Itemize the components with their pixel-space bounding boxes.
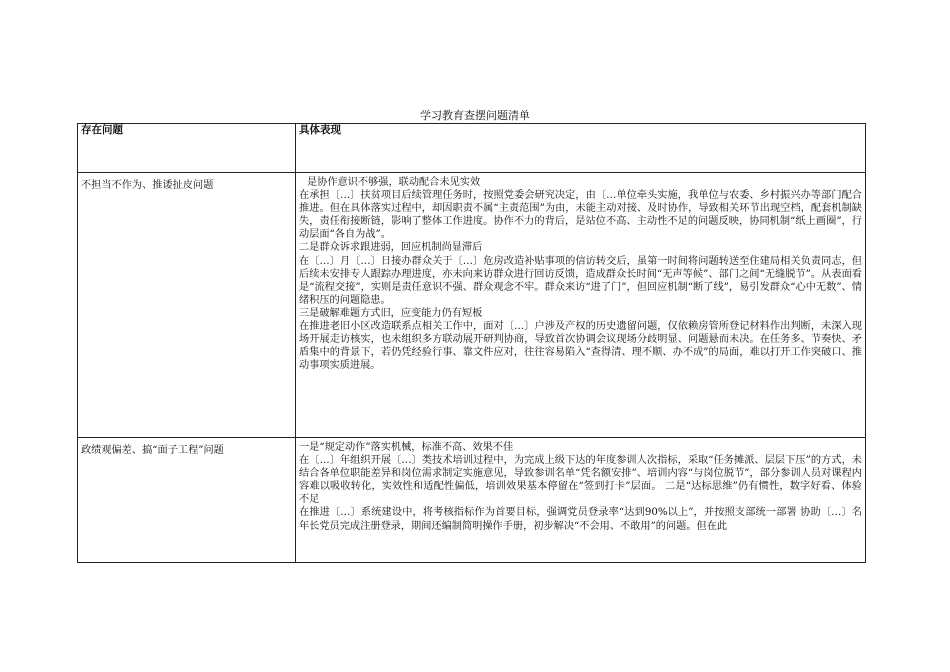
issue-category: 政绩观偏差、搞“面子工程”问题 bbox=[78, 438, 296, 563]
table-row bbox=[78, 438, 866, 563]
issues-table bbox=[77, 123, 866, 563]
issue-detail bbox=[296, 173, 866, 438]
point-heading: 一是“规定动作”落实机械，标准不高、效果不佳 bbox=[299, 442, 514, 453]
issue-category: 不担当不作为、推诿扯皮问题 bbox=[78, 173, 296, 438]
issue-detail bbox=[296, 438, 866, 563]
document-title: 学习教育查摆问题清单 bbox=[420, 109, 530, 122]
point-text: 在〔…〕年组织开展〔…〕类技术培训过程中，为完成上级下达的年度参训人次指标，采取“任务摊派、层层下压”的方式，未结合各单位职能差异和岗位需求制定实施意见，导致参训名单“凭名额安排”、培训内容“与岗位脱节”，部分参训人员对课程内容难以吸收转化，实效性和适配性偏低，培训效果基本停留在“签到打卡”层面。 二是“达标思维”仍有惯性，数字好看、体验不足 bbox=[299, 455, 862, 506]
table-row bbox=[78, 173, 866, 438]
table-header-row bbox=[78, 124, 866, 173]
point-text: 在推进〔…〕系统建设中，将考核指标作为首要目标，强调党员登录率“达到90%以上”，并按照支部统一部署 协助〔…〕名年长党员完成注册登录，期间还编制简明操作手册，初步解决“不会用、不敢用”的问题。但在此 bbox=[299, 507, 862, 532]
point-text: 在承担〔…〕扶贫项目后续管理任务时，按照党委会研究决定，由〔…单位牵头实施，我单位与农委、乡村振兴办等部门配合推进。但在具体落实过程中，却因职责不属“主责范围”为由，未能主动对接、及时协作，导致相关环节出现空档，配套机制缺失，责任衔接断链，影响了整体工作进度。协作不力的背后，是站位不高、主动性不足的问题反映，协同机制“纸上画圈”，行动层面“各自为战”。 bbox=[299, 190, 862, 241]
point-heading: 二是群众诉求跟进弱，回应机制尚显滞后 bbox=[299, 242, 483, 254]
header-detail: 具体表现 bbox=[296, 124, 866, 173]
header-issue: 存在问题 bbox=[78, 124, 296, 173]
point-heading: 三是破解难题方式旧，应变能力仍有短板 bbox=[299, 307, 483, 319]
point-heading: 是协作意识不够强，联动配合未见实效 bbox=[307, 177, 481, 188]
point-text: 在〔…〕月〔…〕日接办群众关于〔…〕危房改造补贴事项的信访转交后，虽第一时间将问题转送至住建局相关负责同志，但后续未安排专人跟踪办理进度，亦未向来访群众进行回访反馈，造成群众长时间“无声等候”、部门之间“无缝脱节”。从表面看是“流程交接”，实则是责任意识不强、群众观念不牢。群众来访“进了门”，但回应机制“断了线”，易引发群众“心中无数”、情绪积压的问题隐患。 bbox=[299, 255, 862, 306]
point-text: 在推进老旧小区改造联系点相关工作中，面对〔…〕户涉及产权的历史遗留问题，仅依赖房管所登记材料作出判断，未深入现场开展走访核实，也未组织多方联动展开研判协商，导致首次协调会议现场分歧明显、问题悬而未决。在任务多、节奏快、矛盾集中的背景下，若仍凭经验行事、靠文件应对，往往容易陷入“查得清、理不顺、办不成”的局面，难以打开工作突破口、推动事项实质进展。 bbox=[299, 321, 862, 372]
